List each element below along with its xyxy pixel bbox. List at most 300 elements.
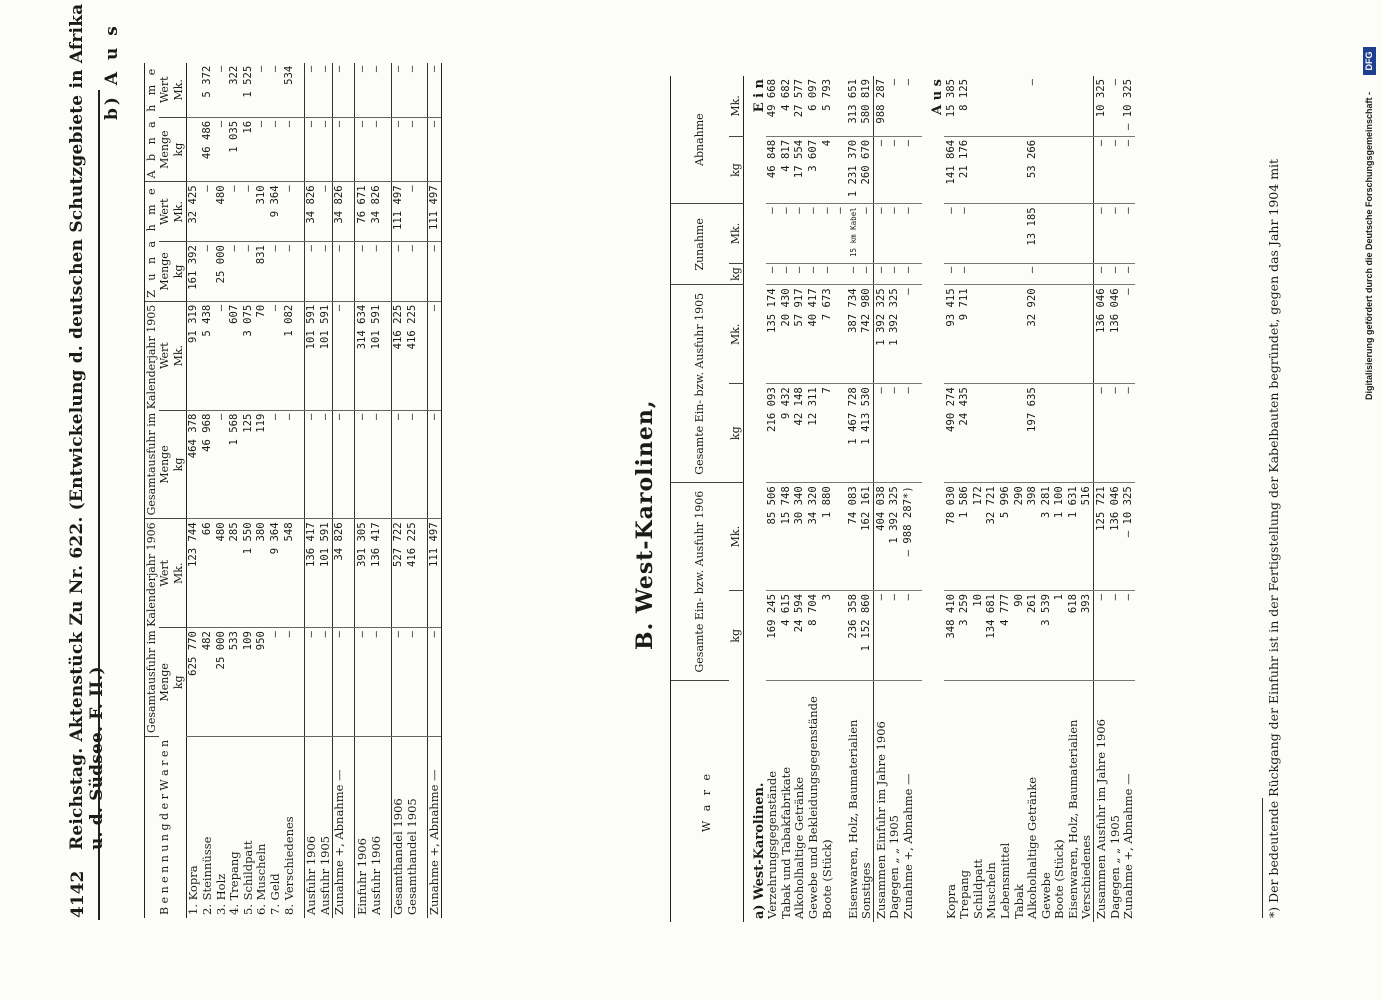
unit-kg: kg [172,117,186,182]
table-cell: 3 539 [1039,591,1053,681]
table-cell: 1 413 530 [860,384,874,483]
table-cell [1012,285,1026,384]
table-cell: 322 [228,63,242,118]
table-cell: 1 586 [958,483,972,591]
spacer-cell [346,117,355,182]
table-cell: — [332,410,346,519]
unit-mk: Mk. [172,63,186,118]
table-cell [998,263,1012,285]
spacer-row [296,63,305,918]
table-cell: — [958,204,972,263]
subsection-row [743,76,766,922]
ware-label: Tabak [1011,884,1026,919]
table-cell: 53 266 [1026,136,1040,203]
dfg-logo: DFG [1363,47,1376,75]
table-cell: 109 [241,628,255,737]
table-cell: — [200,242,214,302]
ware-label: Muscheln [984,862,999,919]
table-cell [1012,204,1026,263]
section-b-heading: b) A u s [102,23,122,120]
table-cell [1039,384,1053,483]
table-cell: 40 417 [806,285,820,384]
table-cell: 548 [282,519,296,628]
table-cell: 46 848 [766,136,780,203]
table-cell: 380 [255,519,269,628]
table-cell: 197 635 [1026,384,1040,483]
table-cell [985,76,999,136]
summary-label: Einfuhr 1906 [355,736,369,918]
subsection-title [922,285,944,922]
table-cell: — [405,117,419,182]
table-cell: 290 [1012,483,1026,591]
summary-label: Ausfuhr 1905 [317,835,332,915]
table-cell: — [834,263,860,285]
goods-header: B e n e n n u n g d e r W a r e n [145,736,187,918]
table-row [1053,76,1067,922]
summary-label: Zunahme +, Abnahme — [427,736,442,918]
ware-header: W a r e [671,681,744,923]
table-cell: — [282,182,296,242]
table-cell: 46 968 [200,410,214,519]
table-cell: — [427,63,442,118]
table-cell: 119 [255,410,269,519]
table-cell: — [369,410,383,519]
table-row [806,76,820,922]
table-row [779,76,793,922]
spacer-cell [296,410,305,519]
ware-label: Boote (Stück) [1052,839,1067,919]
table-cell: — [304,117,318,182]
table-cell: 5 793 [820,76,834,136]
table-cell: 10 [971,591,985,681]
table-cell: 3 259 [958,591,972,681]
table-cell [971,285,985,384]
table-row [1080,76,1094,922]
table-cell: 32 425 [186,182,200,242]
table-cell: 5 438 [200,301,214,410]
table-cell: — [1108,204,1122,263]
table-cell [1080,76,1094,136]
table-cell: — [1122,263,1136,285]
west-karolinen-table [670,76,1135,922]
ware-label: Kopra [943,884,958,919]
table-cell: — [332,301,346,410]
table-cell: 66 [200,519,214,628]
table-cell: 15 748 [779,483,793,591]
table-cell: 1 631 [1066,483,1080,591]
table-cell: 4 777 [998,591,1012,681]
spacer-cell [383,628,392,737]
total-label: Dagegen „ „ 1905 [1107,815,1122,919]
table-cell: — [874,136,888,203]
total-1906-header: Gesamte Ein- bzw. Ausfuhr 1906 [671,483,730,681]
ware-label: Gewebe [1038,872,1053,919]
table-cell: 831 [255,242,269,302]
spacer-cell [915,681,922,923]
spacer-cell [346,736,355,918]
spacer-cell [383,301,392,410]
spacer-cell [915,384,922,483]
table-cell: 25 000 [214,628,228,737]
spacer-row [383,63,392,918]
table-cell: 7 673 [820,285,834,384]
table-cell: 1 550 [241,519,255,628]
menge-header: Menge [159,410,173,519]
table-cell: — [355,410,369,519]
table-cell: 141 864 [944,136,958,203]
table-cell: — [793,204,807,263]
table-cell: 13 185 [1026,204,1040,263]
spacer-cell [419,117,428,182]
total-label: Zusammen Ausfuhr im Jahre 1906 [1094,681,1108,923]
increase-header: Zunahme [671,204,730,285]
table-cell: 17 554 [793,136,807,203]
table-cell: — [820,263,834,285]
table-cell: 216 093 [766,384,780,483]
goods-label: 4. Trepang [227,851,242,915]
spacer-cell [419,410,428,519]
table-cell: — [888,136,902,203]
table-row [255,63,269,918]
table-cell [971,384,985,483]
spacer-cell [915,591,922,681]
table-cell: 24 435 [958,384,972,483]
table-row [1066,76,1080,922]
spacer-cell [915,76,922,136]
table-cell: — [1122,136,1136,203]
summary-label: Ausfuhr 1906 [304,736,318,918]
table-cell [186,63,200,118]
table-cell: — [427,301,442,410]
table-cell: 24 594 [793,591,807,681]
spacer-row [346,63,355,918]
table-cell: — [888,204,902,263]
spacer-cell [346,63,355,118]
table-row [241,63,255,918]
table-cell: 3 607 [806,136,820,203]
table-cell [998,204,1012,263]
table-cell: 49 668 [766,76,780,136]
spacer-cell [346,519,355,628]
table-row [1108,76,1122,922]
table-cell [998,76,1012,136]
unit-kg: kg [728,628,742,643]
goods-label: 3. Holz [213,873,228,915]
table-cell [971,136,985,203]
credit-text: Digitalisierung gefördert durch die Deutsche Forschungsgemeinschaft - [1364,91,1374,400]
table-cell [985,384,999,483]
table-cell: 4 682 [779,76,793,136]
table-cell: 3 075 [241,301,255,410]
unit-kg: kg [729,136,743,203]
ware-label: Eisenwaren, Holz, Baumaterialien [1065,719,1080,919]
table-cell: 1 082 [282,301,296,410]
table-cell: 1 392 325 [874,285,888,384]
table-cell: — [901,384,915,483]
table-cell: — [405,63,419,118]
ware-label: Alkoholhaltige Getränke [1025,776,1040,919]
table-row [834,76,860,922]
table-cell: 9 364 [268,519,282,628]
table-cell [1039,136,1053,203]
export-table-a [144,63,442,918]
spacer-cell [296,182,305,242]
spacer-cell [383,410,392,519]
table-cell [985,136,999,203]
table-cell: 9 364 [268,182,282,242]
table-cell: 742 980 [860,285,874,384]
table-cell: 111 497 [427,182,442,242]
wert-header: Wert [159,63,173,118]
table-cell: — [766,204,780,263]
table-cell: 135 174 [766,285,780,384]
table-row [355,63,369,918]
table-cell [1039,263,1053,285]
table-cell [1053,285,1067,384]
table-cell: 490 274 [944,384,958,483]
table-cell: — [901,591,915,681]
table-row [874,76,888,922]
table-cell: 348 410 [944,591,958,681]
table-cell: 4 615 [779,591,793,681]
spacer-cell [296,519,305,628]
table-cell: — [318,242,332,302]
spacer-cell [296,301,305,410]
unit-mk: Mk. [172,182,186,242]
table-cell: 9 432 [779,384,793,483]
table-cell: — [1094,263,1108,285]
table-cell: — [268,242,282,302]
unit-mk: Mk. [729,204,743,263]
subsection-title: a) West-Karolinen. [751,782,767,919]
table-cell: 9 711 [958,285,972,384]
spacer-cell [915,263,922,285]
goods-label: 1. Kopra [186,865,201,915]
page-number: 4142 [68,870,88,918]
table-cell: — [901,136,915,203]
table-cell: — 15 km Kabel [834,204,860,263]
table-cell: 25 000 [214,242,228,302]
table-cell: — [241,242,255,302]
table-cell: — [944,204,958,263]
table-cell: — [860,204,874,263]
total-1905-header: Gesamte Ein- bzw. Ausfuhr 1905 [671,285,730,483]
table-cell: — [268,301,282,410]
table-cell [1012,263,1026,285]
spacer-cell [383,242,392,302]
table-cell: — [427,242,442,302]
table-row [1012,76,1026,922]
table-cell: — [427,410,442,519]
spacer-cell [346,182,355,242]
table-cell: 1 231 370 [834,136,860,203]
table-cell: 34 826 [332,182,346,242]
goods-label: 6. Muscheln [254,843,269,915]
table-cell: — [268,117,282,182]
spacer-cell [915,483,922,591]
footnote-text: *) Der bedeutende Rückgang der Einfuhr ist in der Fertigstellung der Kabelbauten begründet, gegen das Jahr 1904 mit [1266,158,1281,918]
table-cell: 4 [820,136,834,203]
table-row [304,63,318,918]
table-cell: — [214,410,228,519]
table-cell: 393 [1080,591,1094,681]
table-cell: 607 [228,301,242,410]
table-row [427,63,442,918]
table-cell [998,136,1012,203]
table-cell: — [268,628,282,737]
table-cell: 1 152 860 [860,591,874,681]
decrease-header: Abnahme [671,76,730,204]
table-cell: 516 [1080,483,1094,591]
wert-header: Wert [159,301,173,410]
table-cell [985,204,999,263]
spacer-cell [296,242,305,302]
table-cell: — [214,63,228,118]
table-cell: — [944,263,958,285]
ware-label: Alkoholhaltige Getränke [792,776,807,919]
table-cell: 27 577 [793,76,807,136]
unit-kg: kg [171,675,185,690]
table-cell [1066,204,1080,263]
ware-label: Verzehrungsgegenstände [765,770,780,919]
table-cell: — [304,63,318,118]
table-cell: 78 030 [944,483,958,591]
footnote-rule [1262,798,1263,918]
table-cell [998,285,1012,384]
table-cell: 260 670 [860,136,874,203]
table-row [391,63,405,918]
table-cell: — [214,117,228,182]
table-cell: 70 [255,301,269,410]
spacer-cell [383,182,392,242]
table-cell: — [888,76,902,136]
table-cell [1012,76,1026,136]
unit-kg: kg [729,384,743,483]
table-cell: 285 [228,519,242,628]
table-row [1026,76,1040,922]
table-cell: — [1108,136,1122,203]
spacer-cell [296,628,305,737]
table-cell: — [332,242,346,302]
table-cell: 1 [1053,591,1067,681]
table-cell: 42 148 [793,384,807,483]
table-cell: 90 [1012,591,1026,681]
table-cell: 1 035 [228,117,242,182]
table-cell: — 10 325 [1122,483,1136,591]
ware-label: Sonstiges [859,862,874,919]
table-cell: — [901,285,915,384]
ware-label: Lebensmittel [997,842,1012,919]
table-cell: — [355,628,369,737]
table-cell: 12 311 [806,384,820,483]
summary-label: Gesamthandel 1905 [404,798,419,915]
table-cell: — [391,410,405,519]
table-cell: 74 083 [834,483,860,591]
export-1905-header: Gesamtausfuhr im Kalenderjahr 1905 [145,301,159,519]
table-cell [985,285,999,384]
table-cell: 618 [1066,591,1080,681]
table-cell: 313 651 [834,76,860,136]
table-cell: — [200,182,214,242]
spacer-row [419,63,428,918]
table-cell [1039,76,1053,136]
table-cell: 91 319 [186,301,200,410]
wert-header: Wert [159,182,173,242]
table-cell: — [901,263,915,285]
table-row [318,63,332,918]
table-row [944,76,958,922]
table-cell: 125 [241,410,255,519]
spacer-cell [419,736,428,918]
total-label: Zusammen Einfuhr im Jahre 1906 [874,681,888,923]
table-cell [1066,263,1080,285]
table-row [1039,76,1053,922]
table-cell: — [318,63,332,118]
table-cell: — [268,63,282,118]
table-cell: — [318,117,332,182]
table-cell: — [779,263,793,285]
table-cell: — [228,242,242,302]
table-cell: 404 038 [874,483,888,591]
table-cell: 391 305 [355,519,369,628]
ware-label: Schildpatt [970,859,985,919]
table-cell: — [304,410,318,519]
goods-label: 7. Geld [267,873,282,915]
table-cell: — [391,628,405,737]
table-cell: — [874,263,888,285]
unit-mk: Mk. [729,483,743,591]
unit-mk: Mk. [172,519,186,628]
table-cell: — [427,628,442,737]
table-cell [1066,384,1080,483]
table-cell [1012,136,1026,203]
table-cell [1080,136,1094,203]
export-table-a-body [186,63,442,918]
table-cell: — 10 325 [1122,76,1136,136]
table-cell: 310 [255,182,269,242]
decrease-header: A b n a h m e [145,63,159,182]
table-row [888,76,902,922]
spacer-cell [419,242,428,302]
table-cell: 30 340 [793,483,807,591]
summary-label: Gesamthandel 1906 [391,736,405,918]
spacer-cell [419,182,428,242]
table-cell: — [318,410,332,519]
table-cell: 101 591 [369,301,383,410]
table-cell: 123 744 [186,519,200,628]
ware-label: Boote (Stück) [819,839,834,919]
table-cell: — [355,117,369,182]
table-cell [998,384,1012,483]
table-cell [1053,76,1067,136]
menge-header: Menge [159,117,173,182]
table-cell: — [1122,285,1136,384]
table-cell: 416 225 [391,301,405,410]
table-cell: — [874,384,888,483]
table-cell: 161 392 [186,242,200,302]
table-cell: 4 817 [779,136,793,203]
table-cell: 1 392 325 [888,285,902,384]
spacer-cell [383,63,392,118]
total-label: Zunahme +, Abnahme — [1121,773,1136,919]
table-cell: 76 671 [355,182,369,242]
table-cell: 57 917 [793,285,807,384]
table-cell [1053,263,1067,285]
table-cell: 1 100 [1053,483,1067,591]
table-cell: — [304,242,318,302]
table-cell: — [874,591,888,681]
table-row [200,63,214,918]
